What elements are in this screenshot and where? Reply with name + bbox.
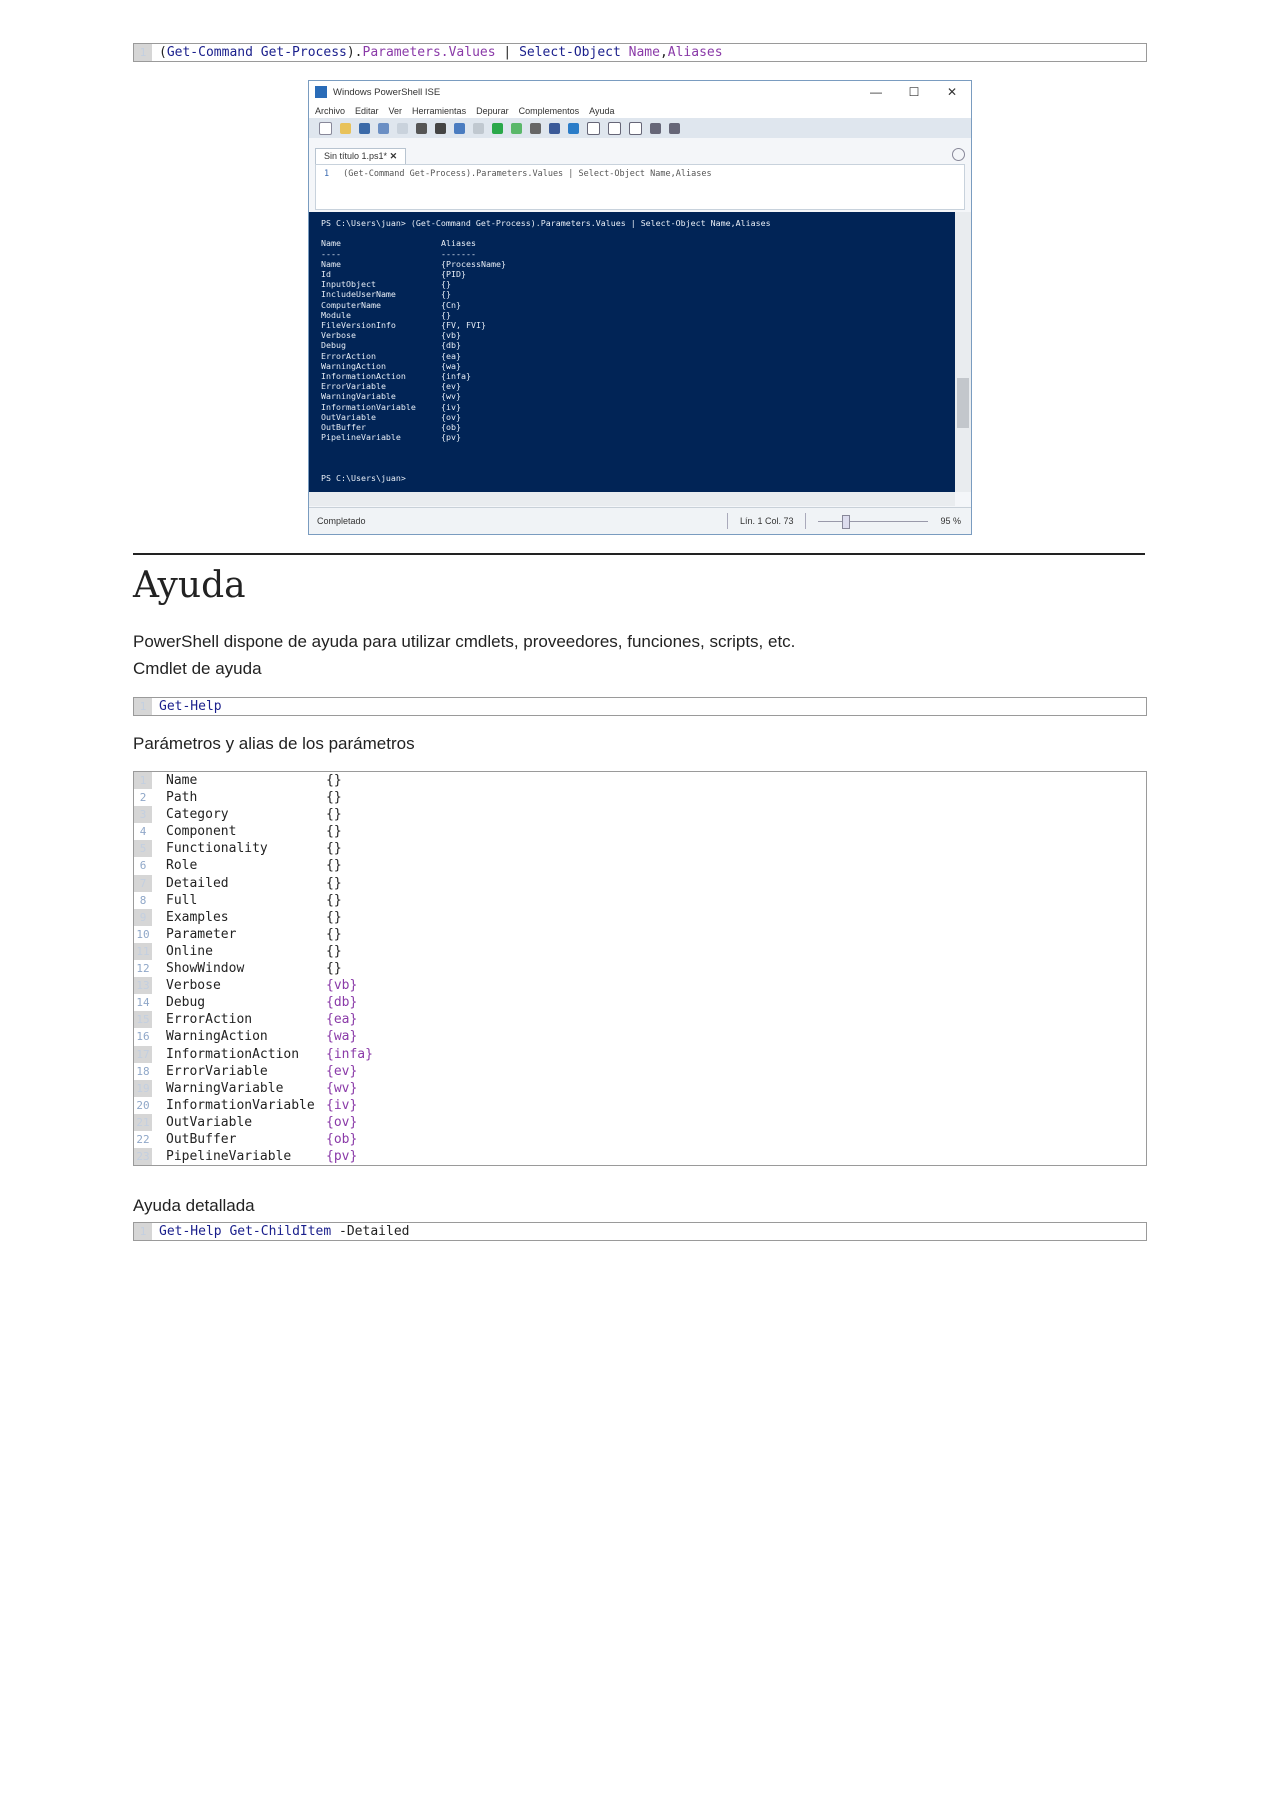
- zoom-level: 95 %: [940, 516, 961, 526]
- menu-bar: [309, 103, 971, 118]
- layout-right-icon[interactable]: [608, 122, 621, 135]
- line-number: 15: [134, 1011, 152, 1028]
- code-line: [134, 698, 1146, 715]
- line-number: 13: [134, 977, 152, 994]
- status-position: Lín. 1 Col. 73: [739, 516, 794, 526]
- menu-item-archivo[interactable]: Archivo: [315, 105, 346, 116]
- code-block-get-help: [133, 697, 1147, 716]
- code-token: ,: [659, 45, 668, 60]
- code-line: [134, 1131, 1146, 1148]
- console-header-name: Name: [321, 238, 341, 249]
- code-token: Parameters: [362, 45, 441, 60]
- code-line: [134, 1028, 1146, 1045]
- code-line: [134, 977, 1146, 994]
- parameter-name: Path: [166, 790, 198, 806]
- close-tab-icon[interactable]: ✕: [389, 151, 398, 161]
- code-token: Select-Object: [519, 45, 621, 60]
- commands-icon[interactable]: [650, 123, 661, 134]
- code-token: Name: [628, 45, 660, 60]
- stop-icon[interactable]: [530, 123, 541, 134]
- parameter-name: Debug: [166, 995, 206, 1011]
- console-row: [321, 391, 943, 401]
- parameter-name: Category: [166, 807, 229, 823]
- parameter-aliases: {}: [326, 790, 342, 806]
- parameter-aliases: {}: [326, 909, 342, 925]
- horizontal-scrollbar[interactable]: [309, 492, 955, 506]
- parameter-aliases: {ea}: [326, 1012, 358, 1028]
- console-row: [321, 432, 943, 442]
- console-param-name: InformationVariable: [321, 401, 416, 412]
- parameter-name: Examples: [166, 909, 229, 925]
- parameter-aliases: {}: [326, 943, 342, 959]
- window-title: Windows PowerShell ISE: [333, 86, 441, 98]
- menu-item-complementos[interactable]: Complementos: [518, 105, 580, 116]
- console-row: [321, 289, 943, 299]
- line-number: 14: [134, 994, 152, 1011]
- parameter-aliases: {}: [326, 807, 342, 823]
- tab-label: Sin título 1.ps1*: [324, 151, 388, 161]
- console-param-aliases: {ob}: [441, 422, 461, 433]
- console-header-row: [321, 238, 943, 248]
- parameter-name: ErrorVariable: [166, 1063, 268, 1079]
- console-param-name: FileVersionInfo: [321, 320, 396, 331]
- parameter-aliases: {ov}: [326, 1114, 358, 1130]
- console-param-name: ComputerName: [321, 299, 381, 310]
- line-number: 8: [134, 892, 152, 909]
- code-block-parameters: [133, 771, 1147, 1166]
- parameter-aliases: {wa}: [326, 1029, 358, 1045]
- line-number: 2: [134, 789, 152, 806]
- code-line: [134, 926, 1146, 943]
- line-number: 11: [134, 943, 152, 960]
- parameter-aliases: {ob}: [326, 1131, 358, 1147]
- menu-item-depurar[interactable]: Depurar: [476, 105, 509, 116]
- line-number: 10: [134, 926, 152, 943]
- menu-item-herramientas[interactable]: Herramientas: [412, 105, 467, 116]
- parameter-aliases: {}: [326, 841, 342, 857]
- menu-item-ver[interactable]: Ver: [388, 105, 403, 116]
- console-param-aliases: {Cn}: [441, 299, 461, 310]
- parameter-name: Online: [166, 943, 213, 959]
- console-param-aliases: {ea}: [441, 350, 461, 361]
- parameter-name: InformationAction: [166, 1046, 300, 1062]
- code-line: [134, 1080, 1146, 1097]
- code-token: Get-Command: [166, 45, 253, 60]
- parameter-name: Role: [166, 858, 198, 874]
- console-row: [321, 361, 943, 371]
- code-line: [134, 909, 1146, 926]
- parameter-aliases: {ev}: [326, 1063, 358, 1079]
- console-header-aliases: Aliases: [441, 238, 476, 249]
- code-token: (: [159, 45, 167, 60]
- zoom-slider-thumb[interactable]: [842, 515, 850, 529]
- code-block-command: [133, 43, 1147, 62]
- code-line: [134, 44, 1146, 61]
- code-token: [621, 45, 629, 60]
- toolbar: [309, 118, 971, 138]
- code-line: [134, 1223, 1146, 1240]
- tab-script[interactable]: [315, 148, 406, 164]
- console-row: [321, 412, 943, 422]
- console-row: [321, 340, 943, 350]
- console-underline-name: ----: [321, 248, 341, 259]
- parameter-aliases: {db}: [326, 995, 358, 1011]
- status-text: Completado: [317, 516, 366, 526]
- parameter-name: Verbose: [166, 978, 221, 994]
- parameter-aliases: {pv}: [326, 1149, 358, 1165]
- console-row: [321, 381, 943, 391]
- code-token: [253, 45, 261, 60]
- console-param-name: OutVariable: [321, 411, 376, 422]
- console-row: [321, 259, 943, 269]
- parameter-aliases: {vb}: [326, 978, 358, 994]
- line-number: 23: [134, 1148, 152, 1165]
- console-param-name: Id: [321, 269, 331, 280]
- console-param-aliases: {}: [441, 309, 451, 320]
- window-titlebar: [309, 81, 971, 103]
- console-param-aliases: {infa}: [441, 371, 471, 382]
- code-token: Get-Process: [260, 45, 347, 60]
- console-param-aliases: {wv}: [441, 391, 461, 402]
- parameter-name: OutBuffer: [166, 1131, 237, 1147]
- console-row: [321, 422, 943, 432]
- line-number: 1: [134, 772, 152, 789]
- code-text: [152, 1223, 409, 1240]
- line-number: 3: [134, 806, 152, 823]
- line-number: 4: [134, 823, 152, 840]
- parameter-name: Detailed: [166, 875, 229, 891]
- console-param-name: Verbose: [321, 330, 356, 341]
- console-param-name: InformationAction: [321, 371, 406, 382]
- parameter-aliases: {infa}: [326, 1046, 373, 1062]
- console-param-aliases: {ov}: [441, 411, 461, 422]
- code-token: Get-Help: [159, 1224, 222, 1239]
- code-token: Get-ChildItem: [229, 1224, 332, 1239]
- console-param-aliases: {ProcessName}: [441, 258, 506, 269]
- addon-icon[interactable]: [669, 123, 680, 134]
- console-param-name: ErrorVariable: [321, 381, 386, 392]
- tab-row: [309, 144, 971, 164]
- code-line: [134, 857, 1146, 874]
- paragraph-parameters: Parámetros y alias de los parámetros: [133, 734, 415, 753]
- console-row: [321, 402, 943, 412]
- parameter-name: Functionality: [166, 841, 268, 857]
- section-divider: [133, 553, 1145, 555]
- console-row: [321, 351, 943, 361]
- code-line: [134, 994, 1146, 1011]
- console-underline-row: [321, 249, 943, 259]
- parameter-aliases: {}: [326, 892, 342, 908]
- console-row: [321, 371, 943, 381]
- clear-icon[interactable]: [435, 123, 446, 134]
- code-line: [134, 1063, 1146, 1080]
- code-line: [134, 1046, 1146, 1063]
- menu-item-ayuda[interactable]: Ayuda: [589, 105, 615, 116]
- open-folder-icon[interactable]: [340, 123, 351, 134]
- paragraph-detailed-help: Ayuda detallada: [133, 1196, 255, 1215]
- close-icon[interactable]: ✕: [946, 85, 958, 99]
- redo-icon[interactable]: [473, 123, 484, 134]
- parameter-aliases: {}: [326, 858, 342, 874]
- minimize-icon[interactable]: —: [870, 85, 882, 99]
- code-line: [134, 1011, 1146, 1028]
- collapse-icon[interactable]: [952, 148, 965, 161]
- console-row: [321, 320, 943, 330]
- parameter-name: PipelineVariable: [166, 1149, 292, 1165]
- run-icon[interactable]: [492, 123, 503, 134]
- console-param-aliases: {vb}: [441, 330, 461, 341]
- code-line: [134, 1097, 1146, 1114]
- code-line: [134, 789, 1146, 806]
- console-param-aliases: {PID}: [441, 269, 466, 280]
- line-number: 7: [134, 875, 152, 892]
- paste-icon[interactable]: [416, 123, 427, 134]
- code-block-detailed: [133, 1222, 1147, 1241]
- console-param-name: InputObject: [321, 279, 376, 290]
- console-param-name: IncludeUserName: [321, 289, 396, 300]
- console-row: [321, 330, 943, 340]
- parameter-name: Parameter: [166, 926, 237, 942]
- powershell-icon: [315, 86, 327, 98]
- parameter-aliases: {}: [326, 824, 342, 840]
- parameter-name: InformationVariable: [166, 1097, 315, 1113]
- parameter-name: WarningVariable: [166, 1080, 284, 1096]
- paragraph-cmdlet-help: Cmdlet de ayuda: [133, 659, 262, 678]
- console-param-name: Name: [321, 258, 341, 269]
- console-param-aliases: {}: [441, 289, 451, 300]
- code-line: [134, 806, 1146, 823]
- line-number: 6: [134, 857, 152, 874]
- code-token: |: [495, 45, 520, 60]
- parameter-name: ErrorAction: [166, 1012, 253, 1028]
- powershell-ise-screenshot: [308, 80, 972, 535]
- line-number: 18: [134, 1063, 152, 1080]
- console-row: [321, 269, 943, 279]
- code-line: [134, 892, 1146, 909]
- console-row: [321, 279, 943, 289]
- line-number: 1: [134, 1223, 152, 1240]
- line-number: 17: [134, 1046, 152, 1063]
- console-param-aliases: {FV, FVI}: [441, 320, 486, 331]
- undo-icon[interactable]: [454, 123, 465, 134]
- console-param-aliases: {db}: [441, 340, 461, 351]
- window-controls: [857, 85, 971, 99]
- line-number: 1: [134, 44, 152, 61]
- console-param-name: OutBuffer: [321, 422, 366, 433]
- line-number: 22: [134, 1131, 152, 1148]
- console-scrollbar[interactable]: [955, 212, 971, 492]
- code-token: Get-Help: [159, 699, 222, 714]
- parameter-aliases: {}: [326, 961, 342, 977]
- code-line: [134, 772, 1146, 789]
- line-number: 5: [134, 840, 152, 857]
- console-param-name: Debug: [321, 340, 346, 351]
- new-file-icon[interactable]: [319, 122, 332, 135]
- console-row: [321, 300, 943, 310]
- code-line: [134, 943, 1146, 960]
- line-number: 21: [134, 1114, 152, 1131]
- parameter-name: OutVariable: [166, 1114, 253, 1130]
- debug-icon[interactable]: [549, 123, 560, 134]
- console-underline-aliases: -------: [441, 248, 476, 259]
- layout-top-icon[interactable]: [587, 122, 600, 135]
- save-icon[interactable]: [359, 123, 370, 134]
- code-line: [134, 875, 1146, 892]
- editor-line-number: 1: [324, 169, 330, 179]
- console-param-name: PipelineVariable: [321, 432, 401, 443]
- console-final-prompt: PS C:\Users\juan>: [321, 473, 406, 484]
- parameter-aliases: {}: [326, 926, 342, 942]
- code-line: [134, 960, 1146, 977]
- code-token: Values: [448, 45, 496, 60]
- code-line: [134, 1114, 1146, 1131]
- console-param-aliases: {ev}: [441, 381, 461, 392]
- zoom-slider[interactable]: [818, 521, 928, 522]
- code-token: .: [440, 45, 449, 60]
- scrollbar-thumb[interactable]: [957, 378, 969, 428]
- menu-item-editar[interactable]: Editar: [355, 105, 379, 116]
- code-token: ).: [346, 45, 363, 60]
- section-heading: Ayuda: [133, 565, 246, 606]
- parameter-name: Full: [166, 892, 198, 908]
- editor-code: (Get-Command Get-Process).Parameters.Values | Select-Object Name,Aliases: [343, 169, 712, 179]
- script-editor[interactable]: [315, 164, 965, 210]
- line-number: 19: [134, 1080, 152, 1097]
- parameter-name: Name: [166, 773, 198, 788]
- console-pane[interactable]: [309, 212, 955, 492]
- code-token: -Detailed: [331, 1224, 410, 1239]
- line-number: 20: [134, 1097, 152, 1114]
- console-param-name: WarningVariable: [321, 391, 396, 402]
- line-number: 16: [134, 1028, 152, 1045]
- line-number: 12: [134, 960, 152, 977]
- code-token: Aliases: [667, 45, 723, 60]
- console-param-aliases: {iv}: [441, 401, 461, 412]
- console-prompt-line: PS C:\Users\juan> (Get-Command Get-Process).Parameters.Values | Select-Object Name,Aliases: [321, 218, 771, 228]
- paragraph-description: PowerShell dispone de ayuda para utilizar cmdlets, proveedores, funciones, scripts, etc.: [133, 632, 796, 651]
- code-text: [152, 44, 723, 61]
- console-param-aliases: {pv}: [441, 432, 461, 443]
- console-param-aliases: {}: [441, 279, 451, 290]
- parameter-name: ShowWindow: [166, 961, 245, 977]
- parameter-name: Component: [166, 824, 237, 840]
- code-line: [134, 823, 1146, 840]
- code-text: [152, 698, 222, 715]
- parameter-aliases: {}: [326, 773, 342, 788]
- code-line: [134, 840, 1146, 857]
- console-param-aliases: {wa}: [441, 360, 461, 371]
- console-rows: [321, 259, 943, 443]
- status-bar: [309, 507, 971, 534]
- copy-icon[interactable]: [397, 123, 408, 134]
- console-row: [321, 310, 943, 320]
- line-number: 9: [134, 909, 152, 926]
- line-number: 1: [134, 698, 152, 715]
- remote-icon[interactable]: [568, 123, 579, 134]
- run-selection-icon[interactable]: [511, 123, 522, 134]
- console-param-name: Module: [321, 309, 351, 320]
- console-param-name: ErrorAction: [321, 350, 376, 361]
- console-param-name: WarningAction: [321, 360, 386, 371]
- code-line: [134, 1148, 1146, 1165]
- cut-icon[interactable]: [378, 123, 389, 134]
- parameter-aliases: {}: [326, 875, 342, 891]
- layout-max-icon[interactable]: [629, 122, 642, 135]
- parameter-name: WarningAction: [166, 1029, 268, 1045]
- parameter-aliases: {iv}: [326, 1097, 358, 1113]
- maximize-icon[interactable]: ☐: [908, 85, 920, 99]
- parameter-aliases: {wv}: [326, 1080, 358, 1096]
